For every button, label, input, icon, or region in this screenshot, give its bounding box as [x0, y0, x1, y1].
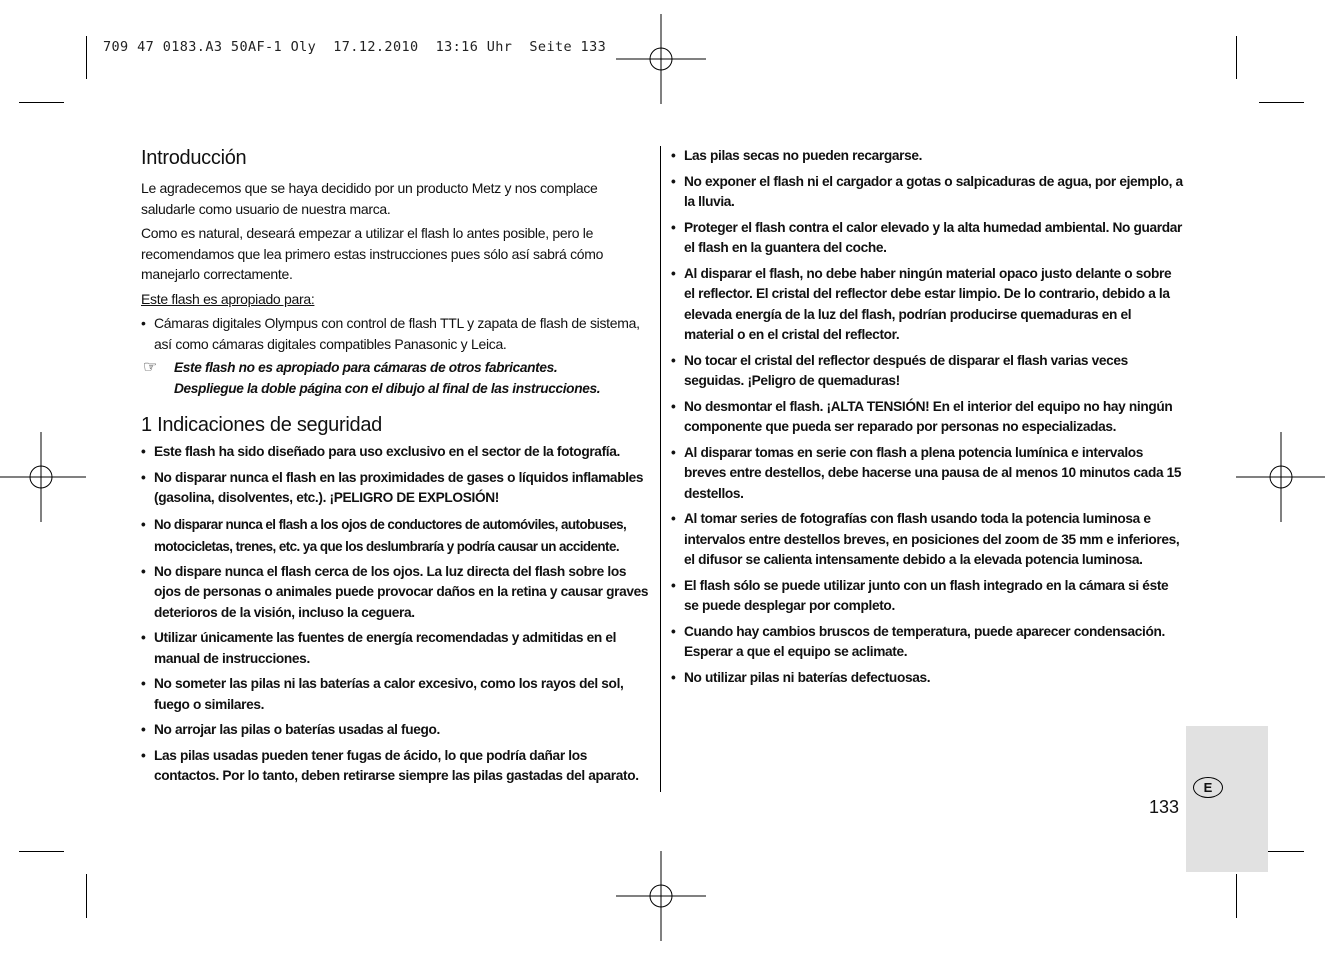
- right-column: [671, 146, 1183, 688]
- list-item: • El flash sólo se puede utilizar junto con un flash integrado en la cámara si éste se puede desplegar por completo.: [671, 576, 1183, 617]
- list-item: • Al disparar tomas en serie con flash a plena potencia lumínica e intervalos breves entre destellos, debe hacerse una pausa de al menos 10 minutos cada 15 destellos.: [671, 443, 1183, 505]
- list-item: • No desmontar el flash. ¡ALTA TENSIÓN! En el interior del equipo no hay ningún componente que pueda ser reparado por personas no especializadas.: [671, 397, 1183, 438]
- list-item: • Las pilas secas no pueden recargarse.: [671, 146, 1183, 167]
- note-line-2: Despliegue la doble página con el dibujo al final de las instrucciones.: [174, 380, 601, 396]
- list-item: • No utilizar pilas ni baterías defectuosas.: [671, 668, 1183, 689]
- crop-mark: [86, 36, 87, 79]
- pointing-hand-icon: ☞: [143, 359, 157, 376]
- crop-mark: [1236, 874, 1237, 918]
- list-item: • Utilizar únicamente las fuentes de energía recomendadas y admitidas en el manual de instrucciones.: [141, 628, 653, 669]
- registration-mark-icon: [616, 851, 706, 941]
- registration-mark-icon: [616, 14, 706, 104]
- registration-mark-icon: [1236, 432, 1325, 522]
- list-item: • No disparar nunca el flash a los ojos de conductores de automóviles, autobuses, motocicletas, trenes, etc. ya que los deslumbraría y podría causar un accidente.: [141, 514, 653, 558]
- list-item: • No someter las pilas ni las baterías a calor excesivo, como los rayos del sol, fuego o similares.: [141, 674, 653, 715]
- crop-mark: [19, 851, 64, 852]
- safety-title: 1 Indicaciones de seguridad: [141, 414, 382, 436]
- page-number: 133: [1149, 797, 1180, 817]
- crop-mark: [19, 102, 64, 103]
- safety-list-left: [141, 442, 653, 787]
- list-item: • Al disparar el flash, no debe haber ningún material opaco justo delante o sobre el reflector. El cristal del reflector debe estar limpio. De lo contrario, debido a la elevada energía de la luz del flash, podrían producirse quemaduras en el material o en el cristal del reflector.: [671, 264, 1183, 346]
- intro-paragraph-1: Le agradecemos que se haya decidido por un producto Metz y nos complace saludarle como usuario de nuestra marca.: [141, 180, 598, 217]
- crop-mark: [86, 874, 87, 918]
- list-item: • Cuando hay cambios bruscos de temperatura, puede aparecer condensación. Esperar a que el equipo se aclimate.: [671, 622, 1183, 663]
- language-side-tab: [1186, 726, 1268, 872]
- list-item: • No disparar nunca el flash en las proximidades de gases o líquidos inflamables (gasolina, disolventes, etc.). ¡PELIGRO DE EXPLOSIÓN!: [141, 468, 653, 509]
- print-header: 709 47 0183.A3 50AF-1 Oly 17.12.2010 13:16 Uhr Seite 133: [103, 39, 607, 55]
- list-item: • Este flash ha sido diseñado para uso exclusivo en el sector de la fotografía.: [141, 442, 653, 463]
- list-item: • No tocar el cristal del reflector después de disparar el flash varias veces seguidas. ¡Peligro de quemaduras!: [671, 351, 1183, 392]
- suitable-item: • Cámaras digitales Olympus con control de flash TTL y zapata de flash de sistema, así como cámaras digitales compatibles Panasonic y Leica.: [141, 313, 653, 354]
- registration-mark-icon: [0, 432, 86, 522]
- intro-paragraph-2: Como es natural, deseará empezar a utilizar el flash lo antes posible, pero le recomendamos que lea primero estas instrucciones pues sólo así sabrá cómo manejarlo correctamente.: [141, 225, 604, 282]
- left-column: [141, 146, 653, 787]
- list-item: • No exponer el flash ni el cargador a gotas o salpicaduras de agua, por ejemplo, a la lluvia.: [671, 172, 1183, 213]
- intro-title: Introducción: [141, 147, 247, 169]
- language-badge: E: [1193, 777, 1223, 798]
- note-line-1: Este flash no es apropiado para cámaras de otros fabricantes.: [174, 360, 558, 375]
- list-item: • No dispare nunca el flash cerca de los ojos. La luz directa del flash sobre los ojos de personas o animales puede provocar daños en la retina y causar graves deterioros de la visión, incluso la ceguera.: [141, 562, 653, 624]
- safety-list-right: [671, 146, 1183, 688]
- suitable-label: Este flash es apropiado para:: [141, 290, 315, 307]
- note-block: [141, 358, 653, 399]
- list-item: • Al tomar series de fotografías con flash usando toda la potencia luminosa e intervalos entre destellos breves, en posiciones del zoom de 35 mm e inferiores, el difusor se calienta intensamente debido a la elevada potencia luminosa.: [671, 509, 1183, 571]
- crop-mark: [1236, 36, 1237, 79]
- column-divider: [660, 146, 661, 792]
- crop-mark: [1259, 102, 1304, 103]
- list-item: • Las pilas usadas pueden tener fugas de ácido, lo que podría dañar los contactos. Por lo tanto, deben retirarse siempre las pilas gastadas del aparato.: [141, 746, 653, 787]
- list-item: • Proteger el flash contra el calor elevado y la alta humedad ambiental. No guardar el flash en la guantera del coche.: [671, 218, 1183, 259]
- list-item: • No arrojar las pilas o baterías usadas al fuego.: [141, 720, 653, 741]
